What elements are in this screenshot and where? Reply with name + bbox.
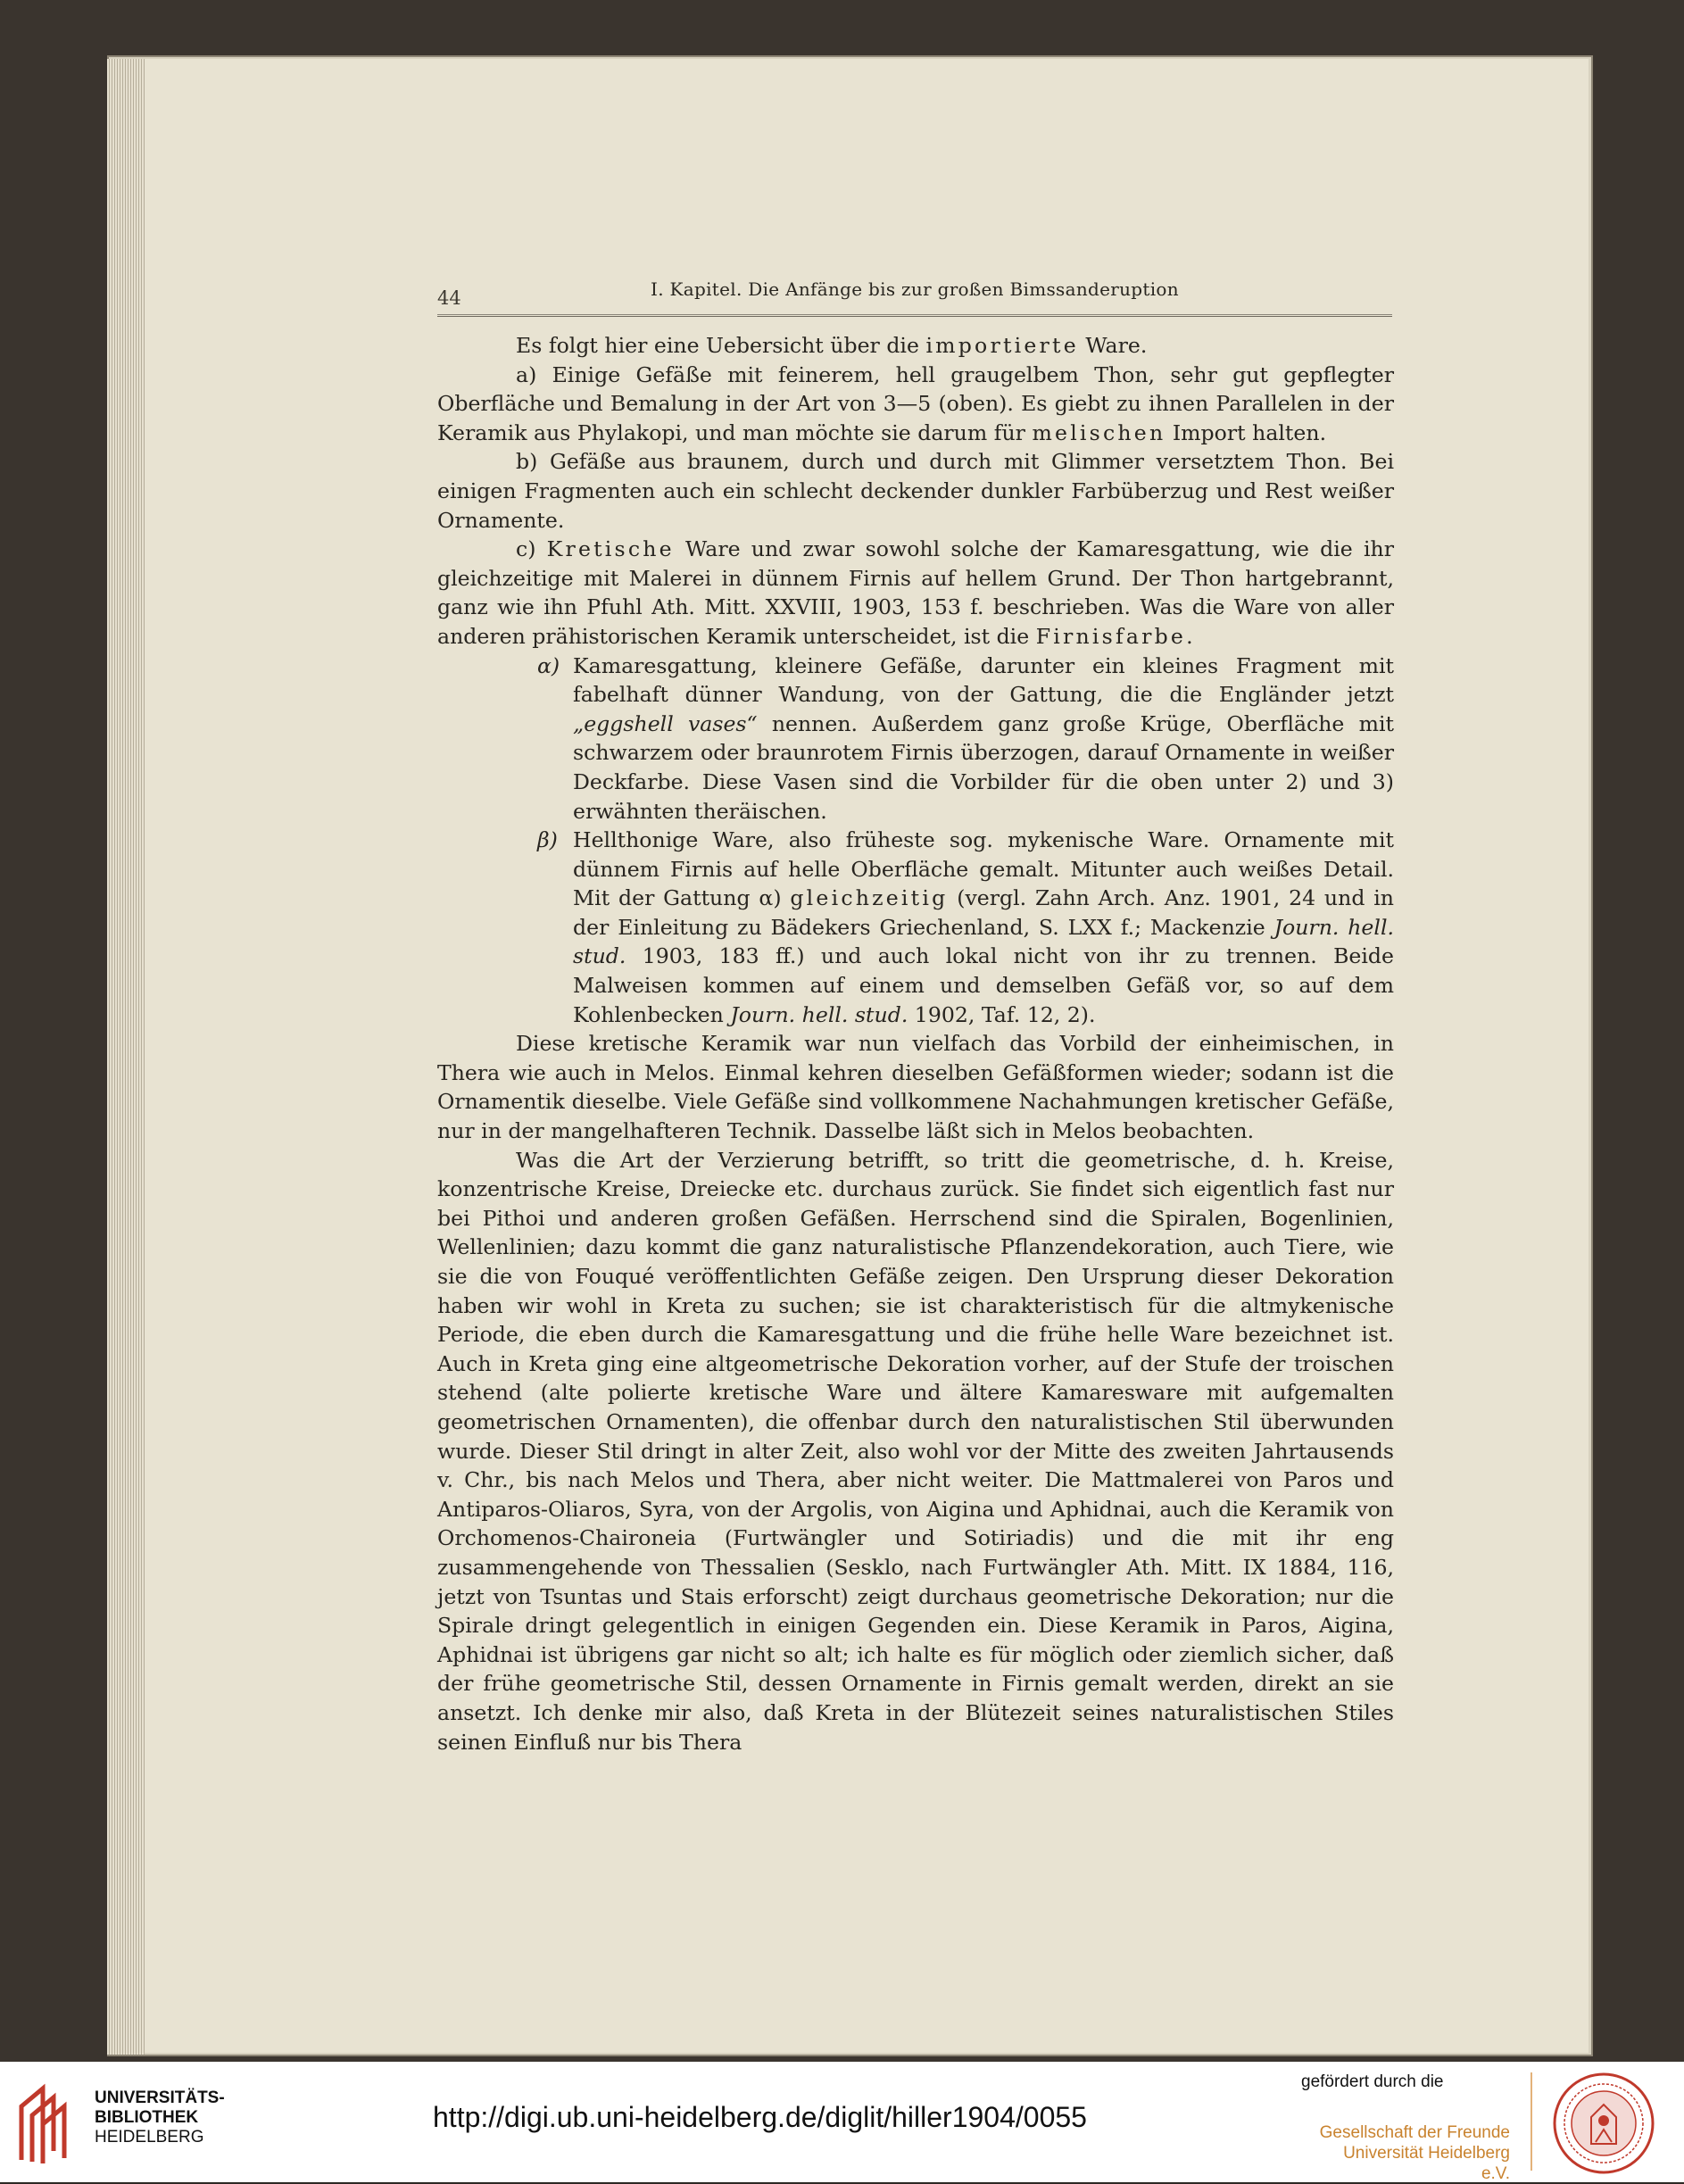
library-name: UNIVERSITÄTS- BIBLIOTHEK HEIDELBERG: [95, 2089, 225, 2147]
paragraph: Es folgt hier eine Uebersicht über die importierte Ware.: [516, 333, 1148, 358]
paragraph: Was die Art der Verzierung betrifft, so tritt die geometrische, d. h. Kreise, konzentrische Kreise, Dreiecke etc. durchaus zurück. Sie findet sich eigentlich fast nur bei Pithoi und anderen großen Gefäßen. Herrschend sind die Spiralen, Bogenlinien, Wellenlinien; dazu kommt die ganz naturalistische Pflanzendekoration, auch Tiere, wie sie die von Fouqué veröffentlichten Gefäße zeigen. Den Ursprung dieser Dekoration haben wir wohl in Kreta zu suchen; sie ist charakteristisch für die altmykenische Periode, die eben durch die Kamaresgattung und die frühe helle Ware bezeichnet ist. Auch in Kreta ging eine altgeometrische Dekoration vorher, auf der Stufe der troischen stehend (alte polierte kretische Ware und ältere Kamaresware mit aufgemalten geometrischen Ornamenten), die offenbar durch den naturalistischen Stil überwunden wurde. Dieser Stil dringt in alter Zeit, also wohl vor der Mitte des zweiten Jahrtausends v. Chr., bis nach Melos und Thera, aber nicht weiter. Die Mattmalerei von Paros und Antiparos-Oliaros, Syra, von der Argolis, von Aigina und Aphidnai, auch die Keramik von Orchomenos-Chaironeia (Furtwängler und Sotiriadis) und die mit ihr eng zusammengehende von Thessalien (Sesklo, nach Furtwängler Ath. Mitt. IX 1884, 116, jetzt von Tsuntas und Stais erforscht) zeigt durchaus geometrische Dekoration; nur die Spirale dringt gelegentlich in einigen Gegenden ein. Diese Keramik in Paros, Aigina, Aphidnai ist übrigens gar nicht so alt; ich halte es für möglich oder ziemlich sicher, daß der frühe geometrische Stil, dessen Ornamente in Firnis gemalt werden, direkt an sie ansetzt. Ich denke mir also, daß Kreta in der Blütezeit seines naturalistischen Stiles seinen Einfluß nur bis Thera: [437, 1147, 1394, 1755]
header-rule: [437, 314, 1392, 315]
paragraph: c) Kretische Ware und zwar sowohl solche der Kamaresgattung, wie die ihr gleichzeitige mit Malerei in dünnem Firnis auf hellem Grund. Der Thon hartgebrannt, ganz wie ihn Pfuhl Ath. Mitt. XXVIII, 1903, 153 f. beschrieben. Was die Ware von aller anderen prähistorischen Keramik unterscheidet, ist die Firnisfarbe.: [437, 536, 1394, 649]
permalink-url[interactable]: http://digi.ub.uni-heidelberg.de/diglit/hiller1904/0055: [433, 2101, 1087, 2133]
page-number: 44: [437, 287, 461, 309]
list-item: β) Hellthonige Ware, also früheste sog. mykenische Ware. Ornamente mit dünnem Firnis auf helle Oberfläche gemalt. Mitunter auch weißes Detail. Mit der Gattung α) gleichzeitig (vergl. Zahn Arch. Anz. 1901, 24 und in der Einleitung zu Bädekers Griechenland, S. LXX f.; Mackenzie Journ. hell. stud. 1903, 183 ff.) und auch lokal nicht von ihr zu trennen. Beide Malweisen kommen auf einem und demselben Gefäß vor, so auf dem Kohlenbecken Journ. hell. stud. 1902, Taf. 12, 2).: [537, 827, 1394, 1027]
page-header: [437, 277, 1392, 317]
university-library-logo[interactable]: [16, 2080, 79, 2165]
paragraph: Diese kretische Keramik war nun vielfach das Vorbild der einheimischen, in Thera wie auch in Melos. Einmal kehren dieselben Gefäßformen wieder; sodann ist die Ornamentik dieselbe. Viele Gefäße sind vollkommene Nachahmungen kretischer Gefäße, nur in der mangelhafteren Technik. Dasselbe läßt sich in Melos beobachten.: [437, 1031, 1394, 1144]
viewer-footer: [0, 2062, 1684, 2182]
university-seal-icon: [1551, 2071, 1656, 2176]
funded-by-label: gefördert durch die: [1301, 2072, 1444, 2091]
paragraph: a) Einige Gefäße mit feinerem, hell graugelbem Thon, sehr gut gepflegter Oberfläche und Bemalung in der Art von 3—5 (oben). Es giebt zu ihnen Parallelen in der Keramik aus Phylakopi, und man möchte sie darum für melischen Import halten.: [437, 361, 1394, 445]
footer-divider: [1531, 2072, 1532, 2171]
running-head: I. Kapitel. Die Anfänge bis zur großen Bimssanderuption: [651, 278, 1179, 300]
sponsor-name[interactable]: Gesellschaft der Freunde Universität Heidelberg e.V.: [1319, 2123, 1510, 2183]
page-edges: [107, 59, 145, 2055]
body-text: [437, 331, 1394, 1756]
list-item: α) Kamaresgattung, kleinere Gefäße, darunter ein kleines Fragment mit fabelhaft dünner Wandung, von der Gattung, die die Engländer jetzt „eggshell vases“ nennen. Außerdem ganz große Krüge, Oberfläche mit schwarzem oder braunrotem Firnis überzogen, darauf Ornamente in weißer Deckfarbe. Diese Vasen sind die Vorbilder für die oben unter 2) und 3) erwähnten theräischen.: [537, 652, 1394, 824]
paragraph: b) Gefäße aus braunem, durch und durch mit Glimmer versetztem Thon. Bei einigen Fragmenten auch ein schlecht deckender dunkler Farbüberzug und Rest weißer Ornamente.: [437, 449, 1394, 533]
